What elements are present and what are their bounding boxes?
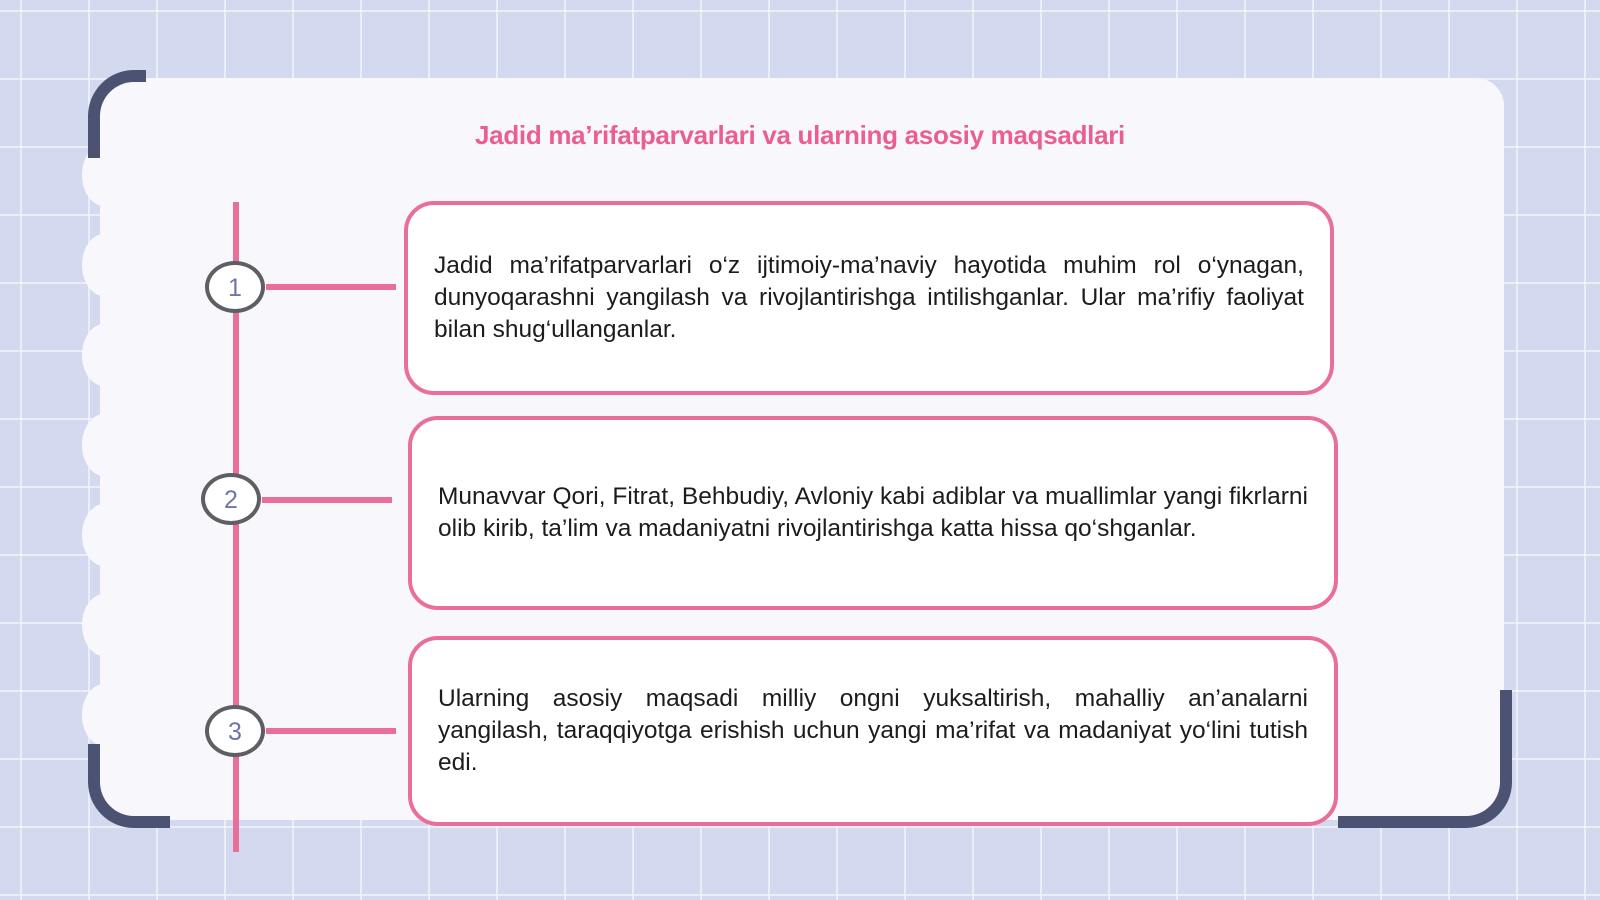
timeline-connector xyxy=(266,728,396,734)
card-scallop xyxy=(82,324,126,386)
timeline-marker-3: 3 xyxy=(205,705,265,757)
corner-bracket-bottom-right xyxy=(1338,690,1512,828)
card-scallop xyxy=(82,234,126,296)
timeline-marker-2: 2 xyxy=(201,473,261,525)
card-scallop xyxy=(82,414,126,476)
info-text-3: Ularning asosiy maqsadi milliy ongni yuksaltirish, mahalliy an’analarni yangilash, taraqqiyotga erishish uchun yangi ma’rifat va madaniyat yo‘lini tutish edi. xyxy=(438,685,1308,776)
info-box-3 xyxy=(408,636,1338,826)
info-box-1 xyxy=(404,201,1334,395)
card-scallop xyxy=(82,594,126,656)
timeline-connector xyxy=(266,284,396,290)
timeline-marker-1: 1 xyxy=(205,261,265,313)
card-scallop xyxy=(82,504,126,566)
slide-title: Jadid ma’rifatparvarlari va ularning asosiy maqsadlari xyxy=(475,120,1125,150)
timeline-connector xyxy=(262,497,392,503)
corner-bracket-bottom-left xyxy=(88,744,170,828)
card-scallop xyxy=(82,684,126,746)
info-box-2 xyxy=(408,416,1338,610)
info-text-2: Munavvar Qori, Fitrat, Behbudiy, Avloniy kabi adiblar va muallimlar yangi fikrlarni olib kirib, ta’lim va madaniyatni rivojlantirishga katta hissa qo‘shganlar. xyxy=(438,483,1308,542)
info-text-1: Jadid ma’rifatparvarlari o‘z ijtimoiy-ma’naviy hayotida muhim rol o‘ynagan, dunyoqarashni yangilash va rivojlantirishga intilishganlar. Ular ma’rifiy faoliyat bilan shug‘ullanganlar. xyxy=(434,252,1304,343)
